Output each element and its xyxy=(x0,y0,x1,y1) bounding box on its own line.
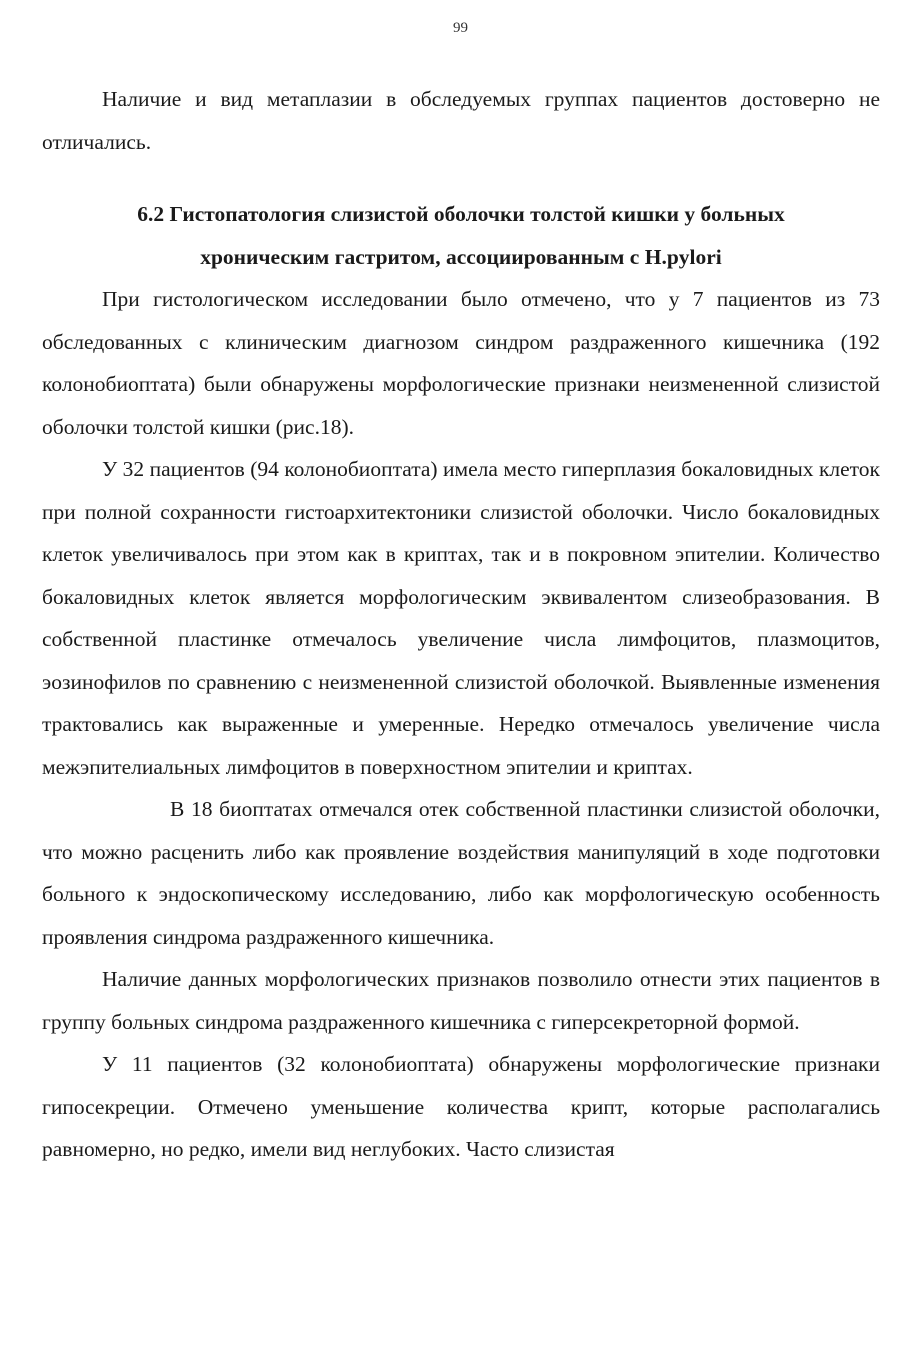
paragraph-4: Наличие данных морфологических признаков позволило отнести этих пациентов в группу больных синдрома раздраженного кишечника с гиперсекреторной формой. xyxy=(42,967,880,1034)
paragraph-5: У 11 пациентов (32 колонобиоптата) обнаружены морфологические признаки гипосекреции. Отмечено уменьшение количества крипт, которые располагались равномерно, но редко, имели вид неглубоких. Часто слизистая xyxy=(42,1052,880,1161)
page-number: 99 xyxy=(453,20,468,36)
section-heading-line-1: 6.2 Гистопатология слизистой оболочки толстой кишки у больных xyxy=(137,202,785,226)
paragraph-1: При гистологическом исследовании было отмечено, что у 7 пациентов из 73 обследованных с клиническим диагнозом синдром раздраженного кишечника (192 колонобиоптата) были обнаружены морфологические признаки неизмененной слизистой оболочки толстой кишки (рис.18). xyxy=(42,287,880,439)
paragraph-3: В 18 биоптатах отмечался отек собственной пластинки слизистой оболочки, что можно расценить либо как проявление воздействия манипуляций в ходе подготовки больного к эндоскопическому исследованию, либо как морфологическую особенность проявления синдрома раздраженного кишечника. xyxy=(42,797,880,949)
paragraph-2: У 32 пациентов (94 колонобиоптата) имела место гиперплазия бокаловидных клеток при полной сохранности гистоархитектоники слизистой оболочки. Число бокаловидных клеток увеличивалось при этом как в криптах, так и в покровном эпителии. Количество бокаловидных клеток является морфологическим эквивалентом слизеобразования. В собственной пластинке отмечалось увеличение числа лимфоцитов, плазмоцитов, эозинофилов по сравнению с неизмененной слизистой оболочкой. Выявленные изменения трактовались как выраженные и умеренные. Нередко отмечалось увеличение числа межэпителиальных лимфоцитов в поверхностном эпителии и криптах. xyxy=(42,457,880,779)
intro-paragraph: Наличие и вид метаплазии в обследуемых группах пациентов достоверно не отличались. xyxy=(42,87,880,154)
document-body xyxy=(42,78,880,1171)
section-heading-line-2: хроническим гастритом, ассоциированным с H.pylori xyxy=(200,244,722,269)
